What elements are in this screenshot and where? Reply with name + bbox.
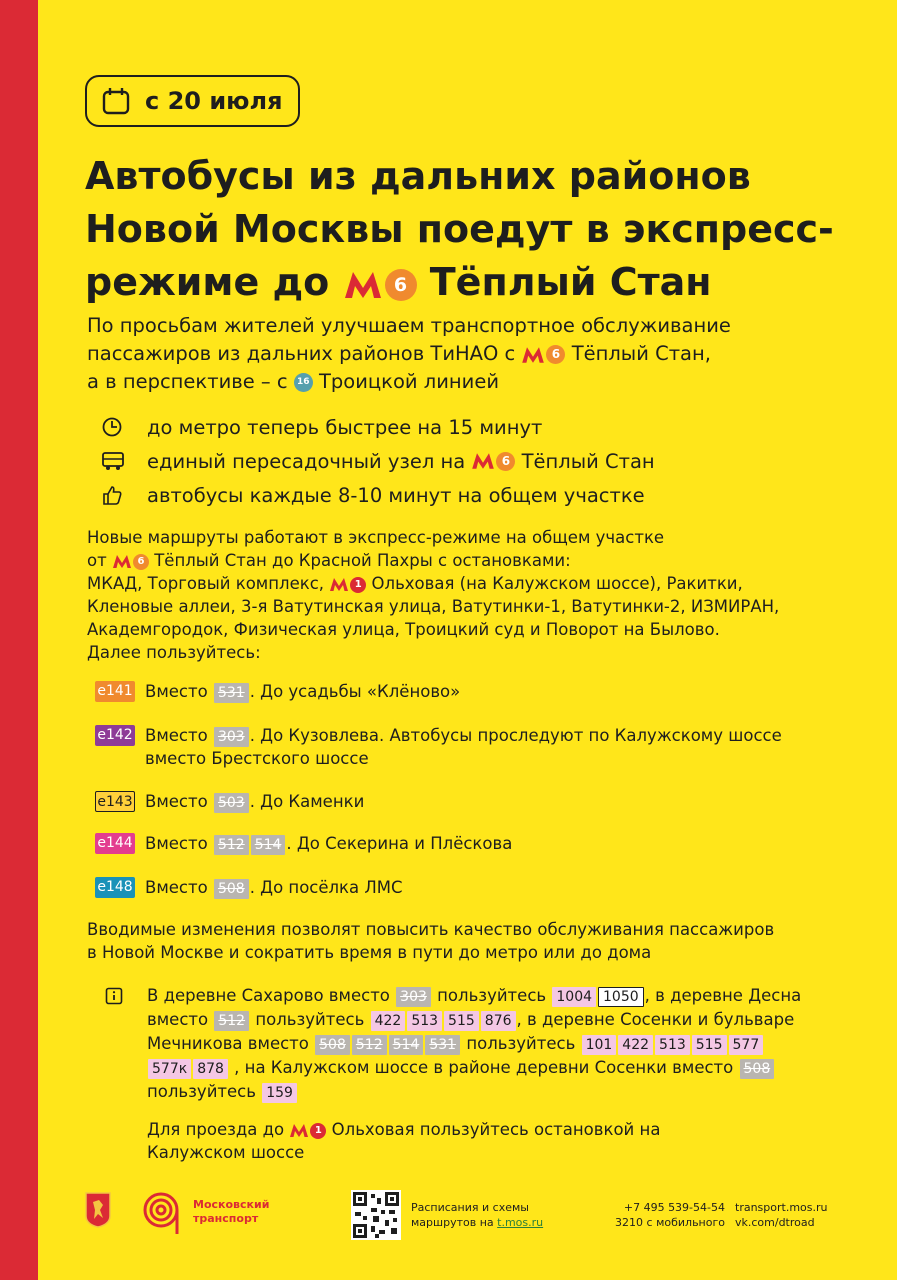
new-route-badge: 515 <box>692 1035 727 1055</box>
info-text-part: , на Калужском шоссе в районе деревни Сосенки вместо <box>234 1058 734 1077</box>
route-item-e141 <box>95 680 815 703</box>
old-route-badge: 531 <box>214 683 249 703</box>
line-1-badge: 1 <box>310 1123 326 1139</box>
line-6-badge: 6 <box>546 345 565 364</box>
benefit-item <box>101 444 655 478</box>
brand-line-1: Московский <box>193 1198 270 1211</box>
intro-line-2-start: пассажиров из дальних районов ТиНАО с <box>87 342 516 365</box>
red-side-stripe <box>0 0 38 1280</box>
info-text-part: Мечникова вместо <box>147 1034 309 1053</box>
route-instead-label: Вместо <box>145 682 208 701</box>
route-code-badge: е142 <box>95 725 135 746</box>
site-info <box>735 1200 845 1230</box>
info-text-part: вместо <box>147 1010 209 1029</box>
new-route-badge: 515 <box>444 1011 479 1031</box>
intro-line-2-end: Тёплый Стан, <box>571 342 711 365</box>
express-line-5: Академгородок, Физическая улица, Троицкий суд и Поворот на Былово. <box>87 620 720 639</box>
old-route-badge: 531 <box>425 1035 460 1055</box>
route-instead-label: Вместо <box>145 834 208 853</box>
old-route-badge: 303 <box>396 987 431 1007</box>
line-6-badge: 6 <box>133 554 149 570</box>
route-code-badge: е141 <box>95 681 135 702</box>
route-description: . До Секерина и Плёскова <box>286 834 513 853</box>
express-line-2-start: от <box>87 551 107 570</box>
route-code-badge: е148 <box>95 877 135 898</box>
line-16-badge: 16 <box>294 373 313 392</box>
schedules-info <box>411 1200 571 1230</box>
headline-line-1: Автобусы из дальних районов <box>85 154 751 198</box>
metro-m-logo-icon <box>112 554 149 570</box>
thumbs-up-icon <box>101 484 123 506</box>
schedules-line-2: маршрутов на <box>411 1216 494 1229</box>
express-line-4: Кленовые аллеи, 3-я Ватутинская улица, Ватутинки-1, Ватутинки-2, ИЗМИРАН, <box>87 597 780 616</box>
info-text-part: , в деревне Десна <box>644 986 802 1005</box>
express-paragraph <box>87 526 857 664</box>
line-6-badge: 6 <box>385 269 417 301</box>
vk-link[interactable]: vk.com/dtroad <box>735 1216 815 1229</box>
old-route-badge: 514 <box>251 835 286 855</box>
express-line-3-start: МКАД, Торговый комплекс, <box>87 574 325 593</box>
express-line-3-end: Ольховая (на Калужском шоссе), Ракитки, <box>371 574 743 593</box>
benefit-text: автобусы каждые 8-10 минут на общем участке <box>147 483 645 507</box>
site-link[interactable]: transport.mos.ru <box>735 1201 828 1214</box>
express-line-1: Новые маршруты работают в экспресс-режиме на общем участке <box>87 528 665 547</box>
benefit-text: до метро теперь быстрее на 15 минут <box>147 415 543 439</box>
brand-line-2: транспорт <box>193 1212 259 1225</box>
benefit-text: единый пересадочный узел на <box>147 449 466 473</box>
footer <box>85 1190 875 1238</box>
route-description: . До усадьбы «Клёново» <box>249 682 461 701</box>
line-6-badge: 6 <box>496 452 515 471</box>
metro-m-logo-icon <box>521 345 565 364</box>
note-text: Для проезда до <box>147 1120 285 1139</box>
headline-line-2: Новой Москвы поедут в экспресс- <box>85 207 834 251</box>
route-code-badge: е144 <box>95 833 135 854</box>
metro-m-logo-icon <box>289 1123 326 1139</box>
moscow-transport-logo-icon <box>139 1190 185 1236</box>
metro-m-logo-icon <box>343 269 417 301</box>
old-route-badge: 514 <box>389 1035 424 1055</box>
new-route-badge: 878 <box>193 1059 228 1079</box>
route-code-badge: е143 <box>95 791 135 812</box>
bus-icon <box>101 450 127 472</box>
summary-line-1: Вводимые изменения позволят повысить качество обслуживания пассажиров <box>87 920 775 939</box>
old-route-badge: 503 <box>214 793 249 813</box>
metro-m-logo-icon <box>329 577 366 593</box>
intro-paragraph <box>87 312 847 396</box>
new-route-badge: 577 <box>729 1035 764 1055</box>
line-1-badge: 1 <box>350 577 366 593</box>
old-route-badge: 512 <box>352 1035 387 1055</box>
phone-number[interactable]: +7 495 539-54-54 <box>623 1201 725 1214</box>
route-description: . До посёлка ЛМС <box>249 878 403 897</box>
info-text <box>147 984 817 1104</box>
intro-line-1: По просьбам жителей улучшаем транспортное обслуживание <box>87 314 731 337</box>
route-description: . До Каменки <box>249 792 365 811</box>
old-route-badge: 508 <box>214 879 249 899</box>
new-route-badge: 422 <box>371 1011 406 1031</box>
note-text: Ольховая пользуйтесь остановкой на <box>331 1120 661 1139</box>
new-route-badge: 1050 <box>598 987 644 1007</box>
metro-m-logo-icon <box>471 452 515 471</box>
route-item-e143 <box>95 790 815 813</box>
old-route-badge: 508 <box>315 1035 350 1055</box>
date-badge <box>85 75 300 127</box>
olkhovaya-note <box>147 1118 707 1164</box>
new-route-badge: 513 <box>655 1035 690 1055</box>
calendar-icon <box>101 86 131 116</box>
info-text-part: , в деревне Сосенки и бульваре <box>516 1010 795 1029</box>
new-route-badge: 101 <box>582 1035 617 1055</box>
new-route-badge: 876 <box>481 1011 516 1031</box>
route-description-2: вместо Брестского шоссе <box>145 749 369 768</box>
intro-line-3-end: Троицкой линией <box>319 370 499 393</box>
route-item-e148 <box>95 876 815 899</box>
info-text-part: пользуйтесь <box>466 1034 576 1053</box>
qr-code-icon[interactable] <box>351 1190 401 1240</box>
route-instead-label: Вместо <box>145 792 208 811</box>
benefit-text: Тёплый Стан <box>521 449 655 473</box>
note-text: Калужском шоссе <box>147 1143 305 1162</box>
benefit-item <box>101 410 655 444</box>
express-line-6: Далее пользуйтесь: <box>87 643 261 662</box>
old-route-badge: 508 <box>740 1059 775 1079</box>
benefits-list <box>101 410 655 512</box>
new-route-badge: 422 <box>618 1035 653 1055</box>
headline-line-3-end: Тёплый Стан <box>429 260 712 304</box>
phone-info <box>605 1200 725 1230</box>
info-text-part: В деревне Сахарово вместо <box>147 986 390 1005</box>
info-text-part: пользуйтесь <box>147 1082 256 1101</box>
old-route-badge: 512 <box>214 1011 249 1031</box>
phone-mobile: 3210 с мобильного <box>615 1216 725 1229</box>
old-route-badge: 303 <box>214 727 249 747</box>
schedules-link[interactable]: t.mos.ru <box>497 1216 544 1229</box>
summary-line-2: в Новой Москве и сократить время в пути до метро или до дома <box>87 943 652 962</box>
route-item-e142 <box>95 724 815 770</box>
headline-line-3-start: режиме до <box>85 260 330 304</box>
info-text-part: пользуйтесь <box>437 986 547 1005</box>
route-item-e144 <box>95 832 815 855</box>
brand-name <box>193 1198 303 1226</box>
schedules-line-1: Расписания и схемы <box>411 1201 529 1214</box>
info-icon <box>105 987 123 1005</box>
new-route-badge: 577к <box>148 1059 191 1079</box>
headline <box>85 150 885 309</box>
moscow-coat-of-arms-icon <box>85 1192 111 1228</box>
info-text-part: пользуйтесь <box>255 1010 365 1029</box>
route-instead-label: Вместо <box>145 878 208 897</box>
new-route-badge: 513 <box>407 1011 442 1031</box>
new-route-badge: 159 <box>262 1083 297 1103</box>
info-block <box>105 984 825 1104</box>
benefit-item <box>101 478 655 512</box>
clock-icon <box>101 416 123 438</box>
summary-paragraph <box>87 918 827 964</box>
date-text: с 20 июля <box>145 87 283 115</box>
new-route-badge: 1004 <box>552 987 596 1007</box>
intro-line-3-start: а в перспективе – с <box>87 370 288 393</box>
route-description: . До Кузовлева. Автобусы проследуют по Калужскому шоссе <box>249 726 782 745</box>
route-instead-label: Вместо <box>145 726 208 745</box>
express-line-2-end: Тёплый Стан до Красной Пахры с остановками: <box>154 551 571 570</box>
old-route-badge: 512 <box>214 835 249 855</box>
